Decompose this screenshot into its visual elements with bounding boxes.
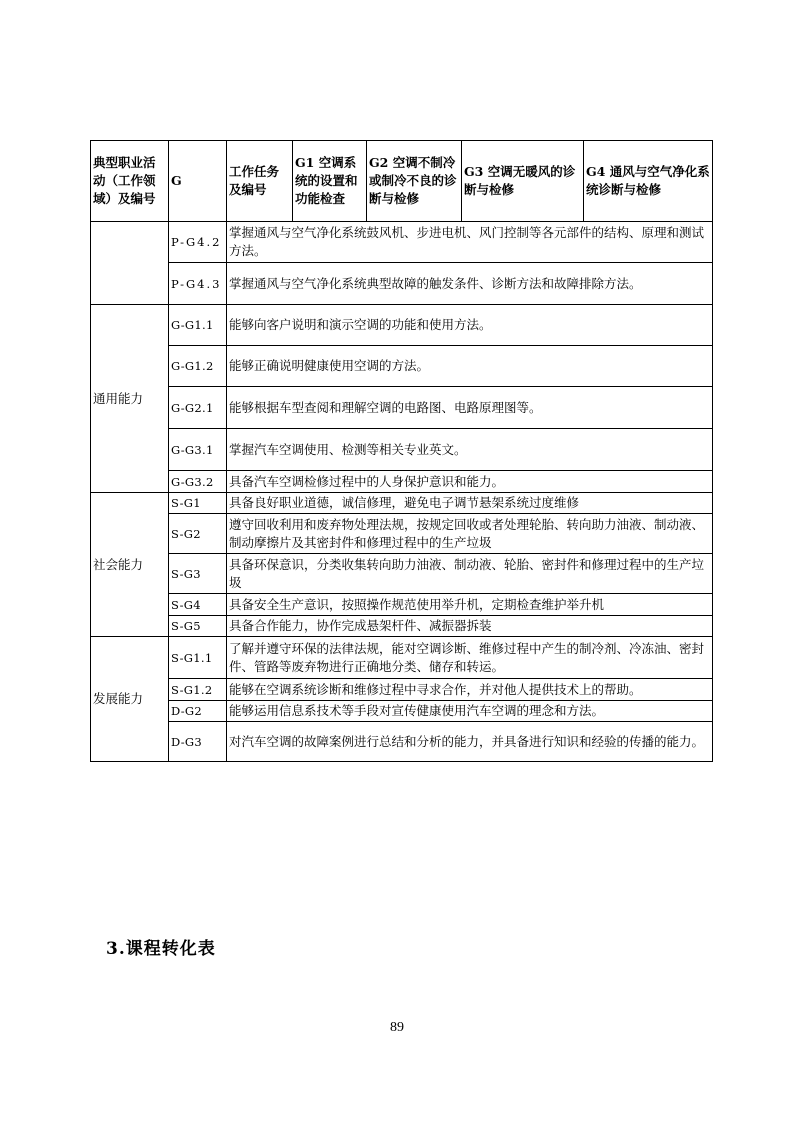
row-code: P-G4.2 — [169, 222, 227, 263]
category-label-development: 发展能力 — [91, 637, 169, 762]
row-description: 掌握汽车空调使用、检测等相关专业英文。 — [227, 429, 713, 471]
row-code: D-G2 — [169, 701, 227, 722]
row-description: 遵守回收利用和废弃物处理法规，按规定回收或者处理轮胎、转向助力油液、制动液、制动摩擦片及其密封件和修理过程中的生产垃圾 — [227, 514, 713, 554]
row-code: P-G4.3 — [169, 263, 227, 305]
competency-table — [90, 140, 713, 762]
table-row — [91, 263, 713, 305]
table-row — [91, 346, 713, 387]
category-label-general: 通用能力 — [91, 305, 169, 493]
category-label-social: 社会能力 — [91, 493, 169, 637]
row-description: 具备安全生产意识，按照操作规范使用举升机，定期检查维护举升机 — [227, 594, 713, 616]
row-code: G-G3.2 — [169, 471, 227, 493]
header-activity: 典型职业活动（工作领域）及编号 — [91, 141, 169, 222]
row-code: S-G1.2 — [169, 679, 227, 701]
row-code: D-G3 — [169, 722, 227, 762]
row-code: S-G1 — [169, 493, 227, 514]
row-code: S-G4 — [169, 594, 227, 616]
header-g4: G4 通风与空气净化系统诊断与检修 — [584, 141, 713, 222]
row-description: 具备汽车空调检修过程中的人身保护意识和能力。 — [227, 471, 713, 493]
row-code: S-G1.1 — [169, 637, 227, 679]
table-row — [91, 493, 713, 514]
table-row — [91, 387, 713, 429]
table-row — [91, 594, 713, 616]
row-description: 具备环保意识，分类收集转向助力油液、制动液、轮胎、密封件和修理过程中的生产垃圾 — [227, 554, 713, 594]
row-description: 掌握通风与空气净化系统典型故障的触发条件、诊断方法和故障排除方法。 — [227, 263, 713, 305]
table-row — [91, 305, 713, 346]
row-description: 了解并遵守环保的法律法规，能对空调诊断、维修过程中产生的制冷剂、冷冻油、密封件、管路等废弃物进行正确地分类、储存和转运。 — [227, 637, 713, 679]
table-header-row — [91, 141, 713, 222]
table-row — [91, 722, 713, 762]
row-code: G-G2.1 — [169, 387, 227, 429]
table-row — [91, 637, 713, 679]
row-description: 对汽车空调的故障案例进行总结和分析的能力，并具备进行知识和经验的传播的能力。 — [227, 722, 713, 762]
table-row — [91, 514, 713, 554]
header-g3: G3 空调无暖风的诊断与检修 — [462, 141, 584, 222]
table-row — [91, 429, 713, 471]
section-heading: 3.课程转化表 — [106, 939, 216, 959]
table-row — [91, 222, 713, 263]
page-number: 89 — [390, 1020, 404, 1035]
row-code: S-G5 — [169, 616, 227, 637]
row-code: G-G1.1 — [169, 305, 227, 346]
table-row — [91, 554, 713, 594]
row-description: 能够正确说明健康使用空调的方法。 — [227, 346, 713, 387]
header-code: G — [169, 141, 227, 222]
header-task: 工作任务及编号 — [227, 141, 293, 222]
table-row — [91, 701, 713, 722]
header-g2: G2 空调不制冷或制冷不良的诊断与检修 — [367, 141, 462, 222]
table-row — [91, 471, 713, 493]
category-cell-professional — [91, 222, 169, 305]
row-description: 能够根据车型查阅和理解空调的电路图、电路原理图等。 — [227, 387, 713, 429]
row-description: 能够向客户说明和演示空调的功能和使用方法。 — [227, 305, 713, 346]
row-code: S-G2 — [169, 514, 227, 554]
row-description: 具备合作能力，协作完成悬架杆件、减振器拆装 — [227, 616, 713, 637]
table-row — [91, 616, 713, 637]
row-description: 具备良好职业道德，诚信修理，避免电子调节悬架系统过度维修 — [227, 493, 713, 514]
table-row — [91, 679, 713, 701]
row-description: 能够在空调系统诊断和维修过程中寻求合作，并对他人提供技术上的帮助。 — [227, 679, 713, 701]
row-description: 掌握通风与空气净化系统鼓风机、步进电机、风门控制等各元部件的结构、原理和测试方法。 — [227, 222, 713, 263]
header-g1: G1 空调系统的设置和功能检查 — [293, 141, 367, 222]
row-description: 能够运用信息系技术等手段对宣传健康使用汽车空调的理念和方法。 — [227, 701, 713, 722]
row-code: G-G1.2 — [169, 346, 227, 387]
row-code: G-G3.1 — [169, 429, 227, 471]
row-code: S-G3 — [169, 554, 227, 594]
